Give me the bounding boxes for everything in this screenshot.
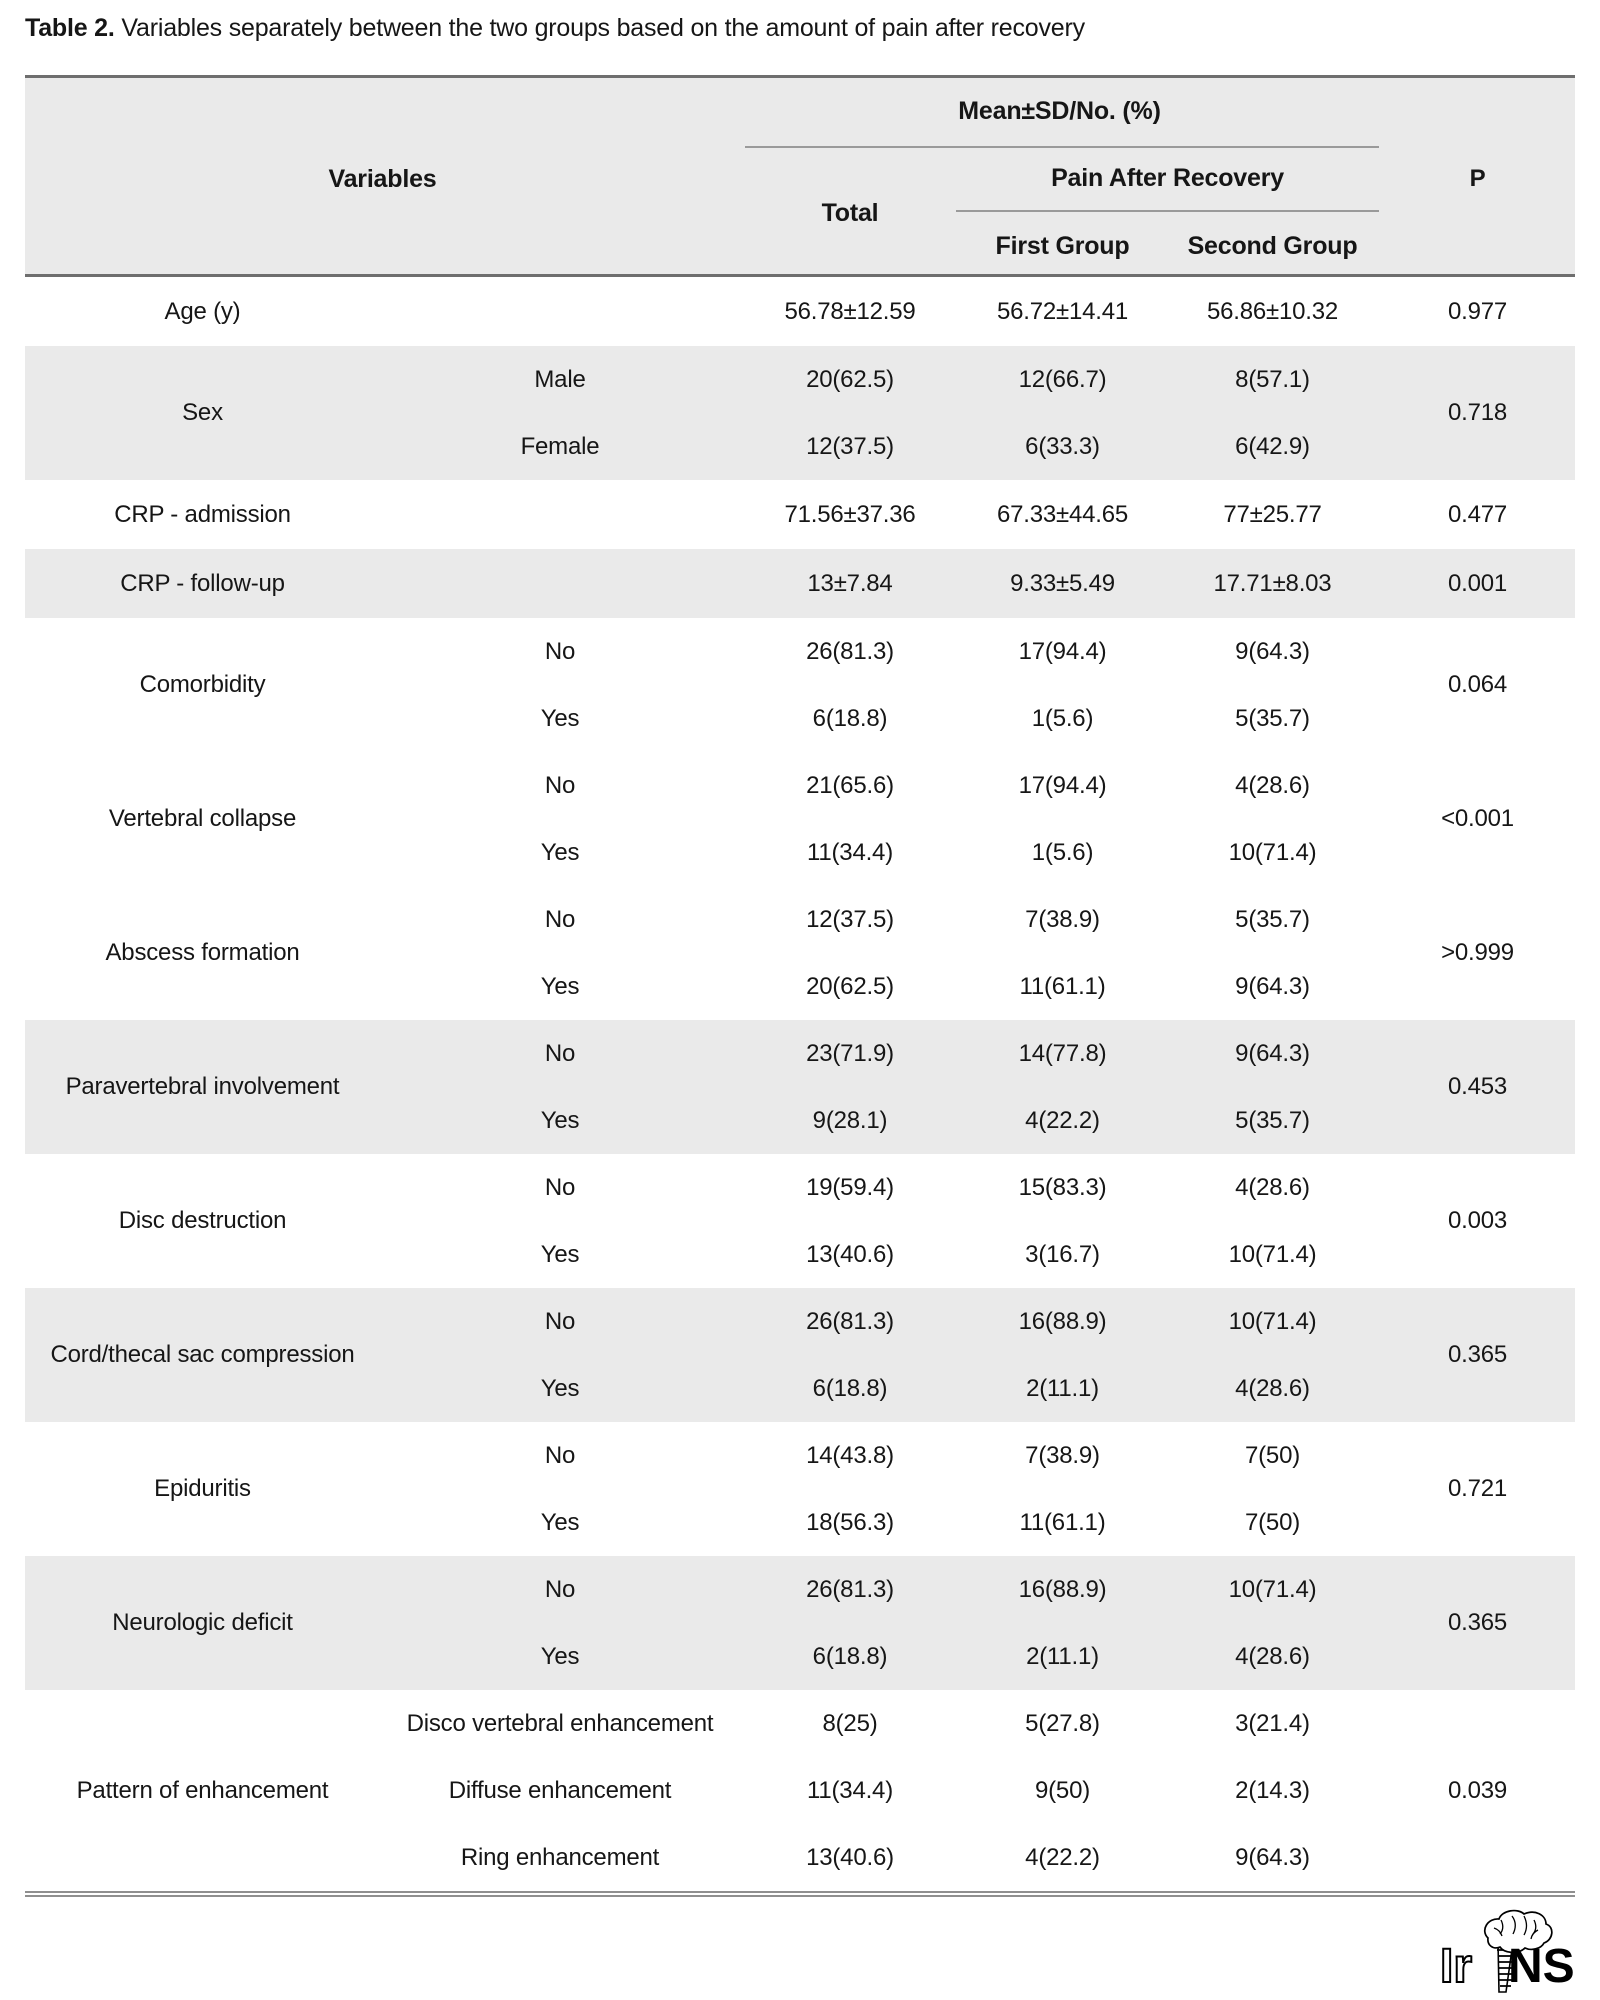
variable-label: CRP - admission	[114, 500, 291, 528]
category-cell: No	[544, 1173, 576, 1201]
second-group-cell: 7(50)	[1244, 1441, 1301, 1469]
category-cell: No	[544, 771, 576, 799]
second-group-cell: 4(28.6)	[1235, 1374, 1310, 1402]
second-group-cell: 5(35.7)	[1235, 704, 1310, 732]
row-group-paravertebral-involvement	[25, 1020, 1575, 1154]
p-value: 0.003	[1447, 1207, 1508, 1234]
table-caption-label: Table 2.	[25, 14, 115, 42]
second-group-cell: 8(57.1)	[1235, 365, 1310, 393]
second-group-cell: 77±25.77	[1223, 500, 1322, 528]
first-group-cell: 1(5.6)	[1031, 704, 1094, 732]
header-variables: Variables	[328, 164, 437, 193]
row-group-sex	[25, 346, 1575, 480]
row-group-vertebral-collapse	[25, 752, 1575, 886]
category-cell: No	[544, 905, 576, 933]
variable-label: Age (y)	[164, 297, 241, 325]
second-group-cell: 4(28.6)	[1235, 1173, 1310, 1201]
second-group-cell: 17.71±8.03	[1213, 569, 1332, 597]
total-cell: 26(81.3)	[806, 1307, 894, 1335]
total-cell: 23(71.9)	[806, 1039, 894, 1067]
second-group-cell: 7(50)	[1244, 1508, 1301, 1536]
first-group-cell: 11(61.1)	[1019, 1508, 1106, 1536]
second-group-cell: 5(35.7)	[1235, 1106, 1310, 1134]
total-cell: 20(62.5)	[806, 972, 894, 1000]
table-caption	[25, 14, 1575, 43]
variable-label: Vertebral collapse	[108, 805, 297, 832]
category-cell: Yes	[540, 1508, 580, 1536]
second-group-cell: 6(42.9)	[1235, 432, 1310, 460]
second-group-cell: 3(21.4)	[1235, 1709, 1310, 1737]
second-group-cell: 9(64.3)	[1235, 1843, 1310, 1871]
p-value: 0.365	[1447, 1341, 1508, 1368]
category-cell: Diffuse enhancement	[448, 1776, 672, 1804]
first-group-cell: 7(38.9)	[1025, 1441, 1100, 1469]
category-cell: Yes	[540, 1106, 580, 1134]
category-cell: No	[544, 637, 576, 665]
row-group-crp-admission	[25, 480, 1575, 549]
category-cell: Yes	[540, 972, 580, 1000]
header-pain-after-recovery: Pain After Recovery	[1051, 163, 1284, 192]
table-caption-text: Variables separately between the two groups based on the amount of pain after recovery	[121, 14, 1085, 42]
p-value: 0.039	[1447, 1776, 1508, 1804]
variable-label: Comorbidity	[139, 671, 266, 698]
second-group-cell: 9(64.3)	[1235, 637, 1310, 665]
total-cell: 13(40.6)	[806, 1843, 894, 1871]
p-value: 0.718	[1447, 399, 1508, 426]
p-value: 0.365	[1447, 1609, 1508, 1636]
first-group-cell: 17(94.4)	[1018, 637, 1107, 665]
variable-label: Sex	[182, 399, 223, 426]
total-cell: 6(18.8)	[812, 1374, 888, 1402]
header-first-group: First Group	[995, 231, 1130, 260]
total-cell: 21(65.6)	[806, 771, 894, 799]
category-cell: No	[544, 1039, 576, 1067]
variable-label: Neurologic deficit	[112, 1609, 293, 1636]
first-group-cell: 2(11.1)	[1026, 1374, 1099, 1402]
variable-label: Abscess formation	[105, 939, 300, 966]
second-group-cell: 10(71.4)	[1228, 1307, 1317, 1335]
first-group-cell: 12(66.7)	[1018, 365, 1107, 393]
row-group-neurologic-deficit	[25, 1556, 1575, 1690]
logo-ir-text: Ir	[1440, 1940, 1473, 1993]
p-value: >0.999	[1441, 939, 1514, 966]
second-group-cell: 9(64.3)	[1235, 972, 1310, 1000]
second-group-cell: 10(71.4)	[1228, 1240, 1317, 1268]
variable-label: CRP - follow-up	[120, 569, 285, 597]
total-cell: 71.56±37.36	[784, 500, 916, 528]
second-group-cell: 56.86±10.32	[1206, 297, 1339, 325]
variable-label: Epiduritis	[154, 1475, 251, 1502]
p-value: 0.477	[1447, 500, 1508, 528]
total-cell: 56.78±12.59	[784, 297, 916, 325]
first-group-cell: 6(33.3)	[1025, 432, 1100, 460]
header-mean-sd: Mean±SD/No. (%)	[958, 96, 1161, 125]
second-group-cell: 2(14.3)	[1235, 1776, 1310, 1804]
total-cell: 12(37.5)	[806, 432, 894, 460]
row-group-age	[25, 277, 1575, 346]
second-group-cell: 5(35.7)	[1235, 905, 1310, 933]
total-cell: 6(18.8)	[812, 704, 888, 732]
category-cell: Male	[534, 365, 586, 393]
first-group-cell: 2(11.1)	[1026, 1642, 1099, 1670]
first-group-cell: 56.72±14.41	[996, 297, 1129, 325]
first-group-cell: 7(38.9)	[1025, 905, 1100, 933]
second-group-cell: 4(28.6)	[1235, 1642, 1310, 1670]
second-group-cell: 4(28.6)	[1235, 771, 1310, 799]
row-group-abscess-formation	[25, 886, 1575, 1020]
first-group-cell: 5(27.8)	[1025, 1709, 1100, 1737]
p-value: 0.453	[1447, 1073, 1508, 1100]
total-cell: 13±7.84	[807, 569, 893, 597]
total-cell: 26(81.3)	[806, 637, 894, 665]
table-header	[25, 75, 1575, 277]
category-cell: No	[544, 1575, 576, 1603]
row-group-comorbidity	[25, 618, 1575, 752]
first-group-cell: 3(16.7)	[1025, 1240, 1100, 1268]
first-group-cell: 16(88.9)	[1018, 1307, 1107, 1335]
first-group-cell: 1(5.6)	[1031, 838, 1094, 866]
p-value: 0.977	[1447, 297, 1508, 325]
p-value: <0.001	[1441, 805, 1514, 832]
variable-label: Disc destruction	[118, 1207, 287, 1234]
total-cell: 18(56.3)	[806, 1508, 894, 1536]
variable-label: Cord/thecal sac compression	[50, 1341, 355, 1368]
variable-label: Paravertebral involvement	[65, 1073, 340, 1100]
first-group-cell: 11(61.1)	[1019, 972, 1106, 1000]
second-group-cell: 10(71.4)	[1228, 838, 1317, 866]
second-group-cell: 10(71.4)	[1228, 1575, 1317, 1603]
total-cell: 8(25)	[822, 1709, 878, 1737]
category-cell: No	[544, 1441, 576, 1469]
journal-logo	[1438, 1908, 1576, 1996]
total-cell: 11(34.4)	[806, 1776, 893, 1804]
category-cell: Yes	[540, 1240, 580, 1268]
row-group-cord-thecal-sac-compression	[25, 1288, 1575, 1422]
total-cell: 9(28.1)	[812, 1106, 888, 1134]
total-cell: 6(18.8)	[812, 1642, 888, 1670]
p-value: 0.001	[1447, 569, 1508, 597]
category-cell: Disco vertebral enhancement	[406, 1709, 714, 1737]
category-cell: Yes	[540, 704, 580, 732]
header-second-group: Second Group	[1187, 231, 1358, 260]
total-cell: 14(43.8)	[806, 1441, 894, 1469]
total-cell: 19(59.4)	[806, 1173, 894, 1201]
row-group-disc-destruction	[25, 1154, 1575, 1288]
total-cell: 26(81.3)	[806, 1575, 894, 1603]
first-group-cell: 67.33±44.65	[996, 500, 1129, 528]
total-cell: 11(34.4)	[806, 838, 893, 866]
category-cell: Yes	[540, 1374, 580, 1402]
first-group-cell: 9.33±5.49	[1010, 569, 1115, 597]
first-group-cell: 15(83.3)	[1018, 1173, 1107, 1201]
category-cell: Ring enhancement	[460, 1843, 660, 1871]
first-group-cell: 4(22.2)	[1025, 1106, 1100, 1134]
category-cell: Yes	[540, 838, 580, 866]
table-bottom-border	[25, 1891, 1575, 1897]
data-table	[25, 75, 1575, 1897]
total-cell: 13(40.6)	[806, 1240, 894, 1268]
logo-ns-text: NS	[1508, 1940, 1575, 1993]
category-cell: No	[544, 1307, 576, 1335]
first-group-cell: 9(50)	[1034, 1776, 1091, 1804]
total-cell: 12(37.5)	[806, 905, 894, 933]
row-group-epiduritis	[25, 1422, 1575, 1556]
variable-label: Pattern of enhancement	[76, 1776, 329, 1804]
first-group-cell: 16(88.9)	[1018, 1575, 1107, 1603]
first-group-cell: 14(77.8)	[1018, 1039, 1107, 1067]
category-cell: Female	[520, 432, 600, 460]
row-group-crp-follow-up	[25, 549, 1575, 618]
first-group-cell: 4(22.2)	[1025, 1843, 1100, 1871]
second-group-cell: 9(64.3)	[1235, 1039, 1310, 1067]
first-group-cell: 17(94.4)	[1018, 771, 1107, 799]
category-cell: Yes	[540, 1642, 580, 1670]
p-value: 0.064	[1447, 671, 1508, 698]
header-p: P	[1469, 165, 1486, 192]
row-group-pattern-of-enhancement	[25, 1690, 1575, 1891]
header-total: Total	[821, 198, 879, 227]
total-cell: 20(62.5)	[806, 365, 894, 393]
p-value: 0.721	[1447, 1475, 1508, 1502]
